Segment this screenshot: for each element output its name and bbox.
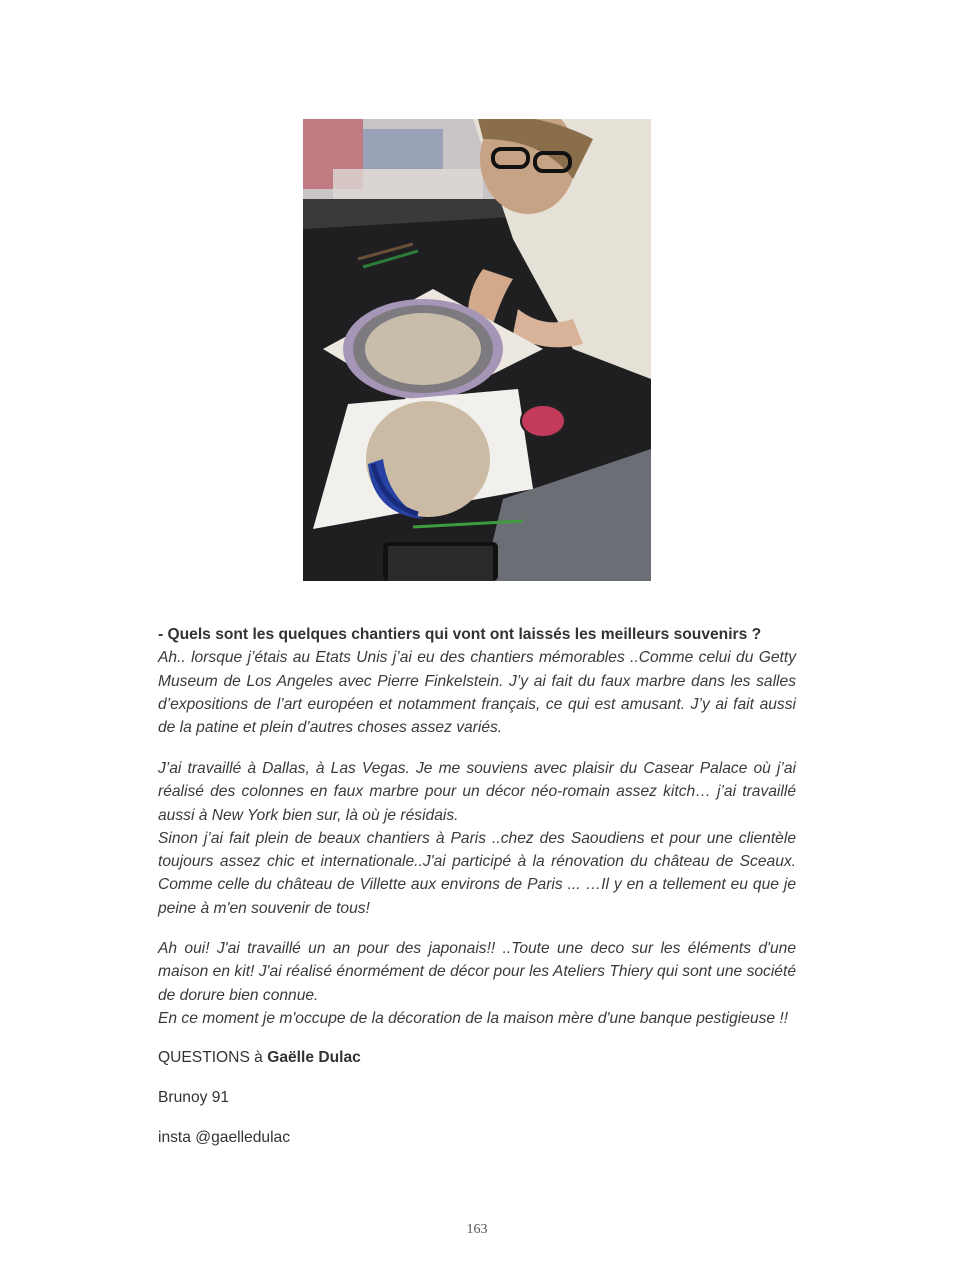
photo-artist-painting-circle-icon xyxy=(303,119,651,581)
instagram-handle: insta @gaelledulac xyxy=(158,1129,290,1146)
questions-prefix: QUESTIONS à xyxy=(158,1049,268,1066)
answer-paragraph: Sinon j’ai fait plein de beaux chantiers à Paris ..chez des Saoudiens et pour une clientèle toujours assez chic et internationale..J'ai participé à la rénovation du château de Sceaux. Comme celle du château de Villette aux environs de Paris ... …Il y en a tellement eu que je peine à m'en souvenir de tous! xyxy=(158,829,796,917)
answer-paragraph: J’ai travaillé à Dallas, à Las Vegas. Je me souviens avec plaisir du Casear Palace où j’ai réalisé des colonnes en faux marbre pour un décor néo-romain assez kitch… j’ai travaillé aussi à New York bien sur, là où je résidais. xyxy=(158,760,796,824)
answer-paragraph: Ah oui! J'ai travaillé un an pour des japonais!! ..Toute une deco sur les éléments d'une maison en kit! J'ai réalisé énormément de décor pour les Ateliers Thiery qui sont une société de dorure bien connue. xyxy=(158,940,796,1004)
answer-paragraph: En ce moment je m'occupe de la décoration de la maison mère d'une banque pestigieuse !! xyxy=(158,1009,789,1027)
artist-photo xyxy=(303,119,651,581)
interview-answer-3 xyxy=(158,937,796,1030)
interviewer-name: Gaëlle Dulac xyxy=(267,1049,361,1066)
answer-paragraph: Ah.. lorsque j’étais au Etats Unis j’ai eu des chantiers mémorables ..Comme celui du Getty Museum de Los Angeles avec Pierre Finkelstein. J’y ai fait du faux marbre dans les salles d’expositions de l’art européen et notamment français, ce qui est amusant. J’y ai fait aussi de la patine et plein d’autres choses assez variés. xyxy=(158,649,796,737)
location: Brunoy 91 xyxy=(158,1089,230,1106)
questions-credit xyxy=(158,1046,796,1069)
interview-answer-1 xyxy=(158,623,796,739)
interview-answer-2 xyxy=(158,757,796,920)
page-number: 163 xyxy=(466,1222,488,1237)
interview-question: - Quels sont les quelques chantiers qui vont ont laissés les meilleurs souvenirs ? xyxy=(158,626,762,643)
